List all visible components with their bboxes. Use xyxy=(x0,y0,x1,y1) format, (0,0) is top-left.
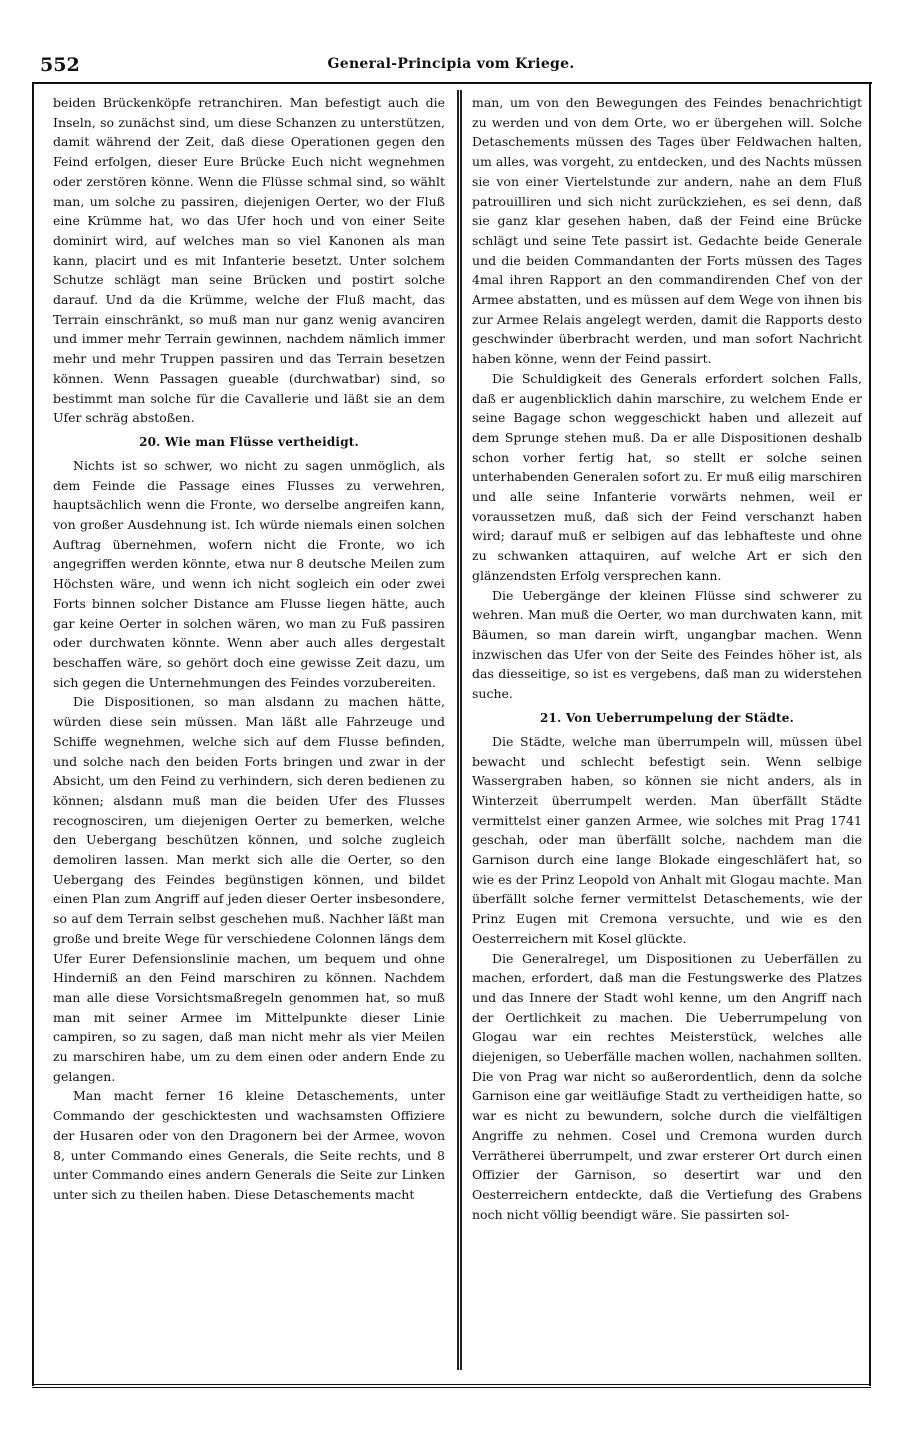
right-column xyxy=(472,93,862,1381)
frame-right-border xyxy=(869,82,871,1386)
running-title: General-Principia vom Kriege. xyxy=(327,56,575,72)
paragraph: Die Uebergänge der kleinen Flüsse sind schwerer zu wehren. Man muß die Oerter, wo man durchwaten kann, mit Bäumen, so man darein wirft, ungangbar machen. Wenn inzwischen das Ufer von der Seite des Feindes höher ist, als das diesseitige, so ist es vergebens, daß man zu widerstehen suche. xyxy=(472,587,862,702)
section-heading-20: 20. Wie man Flüsse vertheidigt. xyxy=(139,434,359,449)
left-column xyxy=(53,93,445,1381)
paragraph: beiden Brückenköpfe retranchiren. Man befestigt auch die Inseln, so zunächst sind, um diese Schanzen zu unterstützen, damit während der Zeit, daß diese Operationen gegen den Feind erfolgen, dieser Eure Brücke Euch nicht wegnehmen oder zerstören könne. Wenn die Flüsse schmal sind, so wählt man, um solche zu passiren, diejenigen Oerter, wo der Fluß eine Krümme hat, wo das Ufer hoch und von einer Seite dominirt wird, auf welches man so viel Kanonen als man kann, placirt und es mit Infanterie besetzt. Unter solchem Schutze schlägt man seine Brücken und postirt solche darauf. Und da die Krümme, welche der Fluß macht, das Terrain einschränkt, so muß man nur ganz wenig avanciren und immer mehr Terrain gewinnen, nachdem nämlich immer mehr und mehr Truppen passiren und das Terrain besetzen können. Wenn Passagen gueable (durchwatbar) sind, so bestimmt man solche für die Cavallerie und läßt sie an dem Ufer schräg abstoßen. xyxy=(53,95,445,426)
paragraph: man, um von den Bewegungen des Feindes benachrichtigt zu werden und von dem Orte, wo er übergehen will. Solche Detaschements müssen des Tages über Feldwachen halten, um alles, was vorgeht, zu entdecken, und des Nachts müssen sie von einer Viertelstunde zur andern, nahe an dem Fluß patrouilliren und sich nicht zurückziehen, es sei denn, daß sie ganz klar gesehen haben, daß der Feind eine Brücke schlägt und seine Tete passirt ist. Gedachte beide Generale und die beiden Commandanten der Forts müssen des Tages 4mal ihren Rapport an den commandirenden Chef von der Armee abstatten, und es müssen auf dem Wege von ihnen bis zur Armee Relais angelegt werden, damit die Rapports desto geschwinder überbracht werden, und man sofort Nachricht haben könne, wenn der Feind passirt. xyxy=(472,95,862,367)
section-heading-21: 21. Von Ueberrumpelung der Städte. xyxy=(539,710,795,725)
paragraph: Nichts ist so schwer, wo nicht zu sagen unmöglich, als dem Feinde die Passage eines Flusses zu verwehren, hauptsächlich wenn die Fronte, wo derselbe angreifen kann, von großer Ausdehnung ist. Ich würde niemals einen solchen Auftrag übernehmen, wofern nicht die Fronte, wo ich angegriffen werden könnte, etwa nur 8 deutsche Meilen zum Höchsten wäre, und wenn ich nicht sogleich ein oder zwei Forts binnen solcher Distance am Flusse liegen hätte, auch gar keine Oerter in solchen wären, wo man zu Fuß passiren oder durchwaten könnte. Wenn aber auch alles dergestalt beschaffen wäre, so gehört doch eine gewisse Zeit dazu, um sich gegen die Unternehmungen des Feindes vorzubereiten. xyxy=(53,457,445,690)
page-number: 552 xyxy=(40,54,80,76)
column-divider xyxy=(457,90,462,1370)
paragraph: Die Generalregel, um Dispositionen zu Ueberfällen zu machen, erfordert, daß man die Festungswerke des Platzes und das Innere der Stadt wohl kenne, um den Angriff nach der Oertlichkeit zu machen. Die Ueberrumpelung von Glogau war ein rechtes Meisterstück, welches alle diejenigen, so Ueberfälle machen wollen, nachahmen sollten. Die von Prag war nicht so außerordentlich, denn da solche Garnison eine gar weitläufige Stadt zu vertheidigen hatte, so war es nicht zu bewundern, solche durch die vielfältigen Angriffe zu nehmen. Cosel und Cremona wurden durch Verrätherei überrumpelt, und zwar ersterer Ort durch einen Offizier der Garnison, so desertirt war und den Oesterreichern entdeckte, daß die Vertiefung des Grabens noch nicht völlig beendigt wäre. Sie passirten sol- xyxy=(472,950,862,1222)
frame-left-border xyxy=(32,82,34,1386)
paragraph: Die Städte, welche man überrumpeln will, müssen übel bewacht und schlecht befestigt sein. Wenn selbige Wassergraben haben, so können sie nicht anders, als in Winterzeit überrumpelt werden. Man überfällt Städte vermittelst einer ganzen Armee, wie solches mit Prag 1741 geschah, oder man überfällt solche, nachdem man die Garnison durch eine lange Blokade eingeschläfert hat, so wie es der Prinz Leopold von Anhalt mit Glogau machte. Man überfällt solche ferner vermittelst Detaschements, wie der Prinz Eugen mit Cremona versuchte, und wie es den Oesterreichern mit Kosel glückte. xyxy=(472,733,862,946)
running-head xyxy=(32,52,870,82)
frame-bottom-border xyxy=(32,1384,871,1388)
paragraph: Die Dispositionen, so man alsdann zu machen hätte, würden diese sein müssen. Man läßt alle Fahrzeuge und Schiffe wegnehmen, welche sich auf dem Flusse befinden, und solche nach den beiden Forts bringen und zwar in der Absicht, um den Feind zu verhindern, sich deren bedienen zu können; alsdann muß man die beiden Ufer des Flusses recognosciren, um diejenigen Oerter zu bemerken, welche den Uebergang beschützen können, und solche zugleich demoliren lassen. Man merkt sich alle die Oerter, so den Uebergang des Feindes begünstigen können, und bildet einen Plan zum Angriff auf jeden dieser Oerter insbesondere, so auf dem Terrain selbst geschehen muß. Nachher läßt man große und breite Wege für verschiedene Colonnen längs dem Ufer Eurer Defensionslinie machen, um bequem und ohne Hinderniß an den Feind marschiren zu können. Nachdem man alle diese Vorsichtsmaßregeln genommen hat, so muß man mit seiner Armee im Mittelpunkte dieser Linie campiren, so zu sagen, daß man nicht mehr als vier Meilen zu marschiren habe, um zu dem einen oder andern Ende zu gelangen. xyxy=(53,694,445,1084)
paragraph: Die Schuldigkeit des Generals erfordert solchen Falls, daß er augenblicklich dahin marschire, zu welchem Ende er seine Bagage schon weggeschickt haben und allezeit auf dem Sprunge stehen muß. Da er alle Dispositionen deshalb schon vorher fertig hat, so stellt er solche seinen unterhabenden Generalen sofort zu. Er muß eilig marschiren und alle seine Infanterie vorwärts nehmen, weil er voraussetzen muß, daß sich der Feind verschanzt haben wird; darauf muß er selbigen auf das lebhafteste und ohne zu schwanken attaquiren, auf welche Art er sich den glänzendsten Erfolg versprechen kann. xyxy=(472,370,862,583)
header-rule xyxy=(32,82,872,84)
paragraph: Man macht ferner 16 kleine Detaschements, unter Commando der geschicktesten und wachsamsten Offiziere der Husaren oder von den Dragonern bei der Armee, wovon 8, unter Commando eines Generals, die Seite rechts, und 8 unter Commando eines andern Generals die Seite zur Linken unter sich zu theilen haben. Diese Detaschements macht xyxy=(53,1088,445,1202)
